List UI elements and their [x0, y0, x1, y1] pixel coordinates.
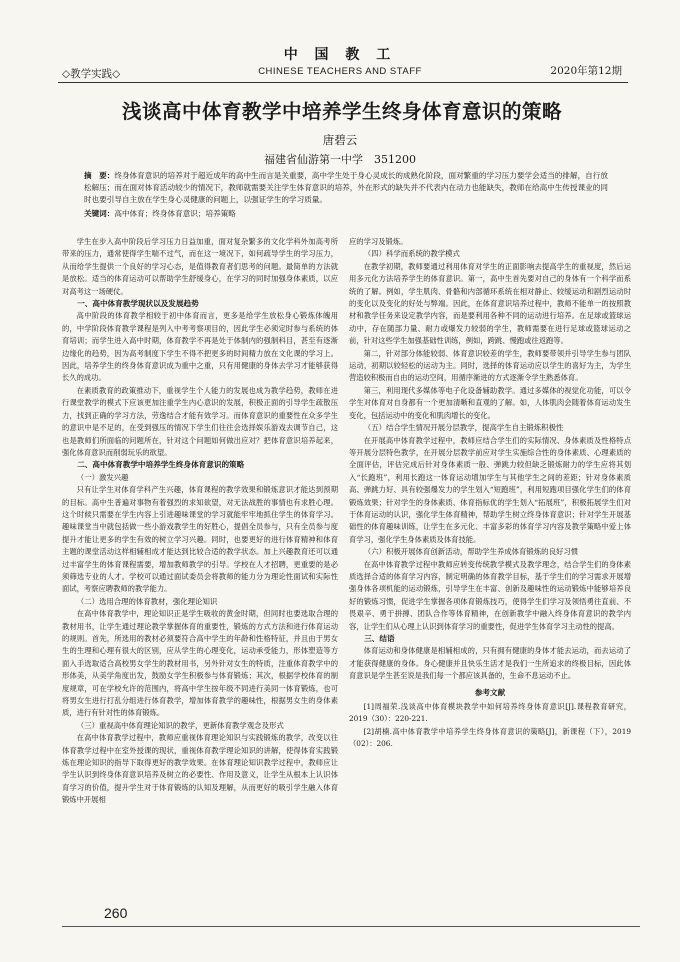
paragraph: 第二，针对部分体能较弱、体育意识较差的学生，教师要带领并引导学生参与团队运动，初期以较轻松的运动为主。同时，选择的体育运动应以学生的喜好为主，为学生营造较积极而自由的运动空间，用循序渐进的方式逐渐令学生熟悉体育。: [349, 348, 631, 383]
keywords-label: 关键词：: [84, 209, 115, 218]
abstract-text: 终身体育意识的培养对于超近成年的高中生而言是关重要，高中学生处于身心灵成长的成熟化阶段，面对繁重的学习压力要学会适当的排解，自行放松解压；而在面对体育活动较少的情况下，教师就需要关注学生体育意识的培养，外在形式的缺失并不代表内在动力也能缺失，教师在给高中生传授课业的同时也要引导自主放在学生身心灵健康的问题上，以强证学生的学习质量。: [84, 171, 608, 204]
body-column-right: [349, 236, 631, 751]
reference-item: [1]周福荣.浅谈高中体育模块教学中如何培养终身体育意识[J].课程教育研究，2019（30）：220-221.: [349, 702, 631, 724]
subsection-heading: （一）激发兴趣: [76, 472, 129, 482]
paragraph: 应的学习及锻炼。: [349, 237, 408, 246]
subsection-heading: （三）重视高中体育理论知识的教学，更新体育教学观念及形式: [76, 720, 284, 730]
section-tag: ◇教学实践◇: [62, 68, 121, 80]
issue-label: 2020年第12期: [550, 65, 622, 77]
paragraph: 在高中体育教学中，理论知识正是学生吸收的黄金时期，但同时也要选取合理的教材用书，让学生通过理论教学掌握体育的重要性，锻炼的方式方法和进行体育运动的规则。首先，所选用的教材必须要符合高中学生的年龄和性格特征，并且由于男女生的生理和心理有很大的区别，应从学生的心理变化，运动承受能力，形体塑造等方面入手选取适合高校男女学生的教材用书，另外针对女生的特质，注重体育教学中的形体美，从美学角度出发，鼓励女学生积极参与体育锻炼；其次，根据学校体育的制度规章，可在学校允许的范围内，将高中学生按年级不同进行美同一体育锻炼，也可将男女生进行打乱分组进行体育教学，增加体育教学的趣味性，根据男女生的身体素质，进行有针对性的体育锻炼。: [62, 609, 338, 718]
paragraph: 高中阶段的体育教学相较于初中体育而言，更多是给学生放松身心锻炼体魄用的，中学阶段体育教学课程是列入中考考察项目的，因此学生必须定时参与系统的体育培训；而学生进入高中时期，体育教学不再是处于体制内的强制科目，甚至有逐渐边缘化的趋势，因为高考制度下学生不得不把更多的时间精力放在文化课的学习上。因此，培养学生的终身体育意识成为重中之重，只有用健康的身体去学习才能够获得长久的成功。: [62, 311, 338, 383]
journal-title-en: CHINESE TEACHERS AND STAFF: [258, 66, 422, 77]
references-heading: 参考文献: [474, 687, 506, 697]
article-author: 唐碧云: [322, 133, 358, 147]
article-affiliation: 福建省仙游第一中学 351200: [264, 153, 416, 166]
section-heading: 三、结语: [364, 634, 395, 643]
body-column-left: [62, 236, 338, 807]
footer-rule: [62, 926, 640, 927]
paragraph: 学生在步入高中阶段后学习压力日益加重，面对复杂繁多的文化学科外加高考所带来的压力，通常使得学生喘不过气，而在这一境况下，如何疏导学生的学习压力，从而给学生提供一个良好的学习心态，是值得教育者们思考的问题。最简单的方法就是放松。适当的体育运动可以帮助学生舒缓身心，在学习的同时加强身体素质，以应对高考这一场硬仗。: [62, 237, 338, 296]
paragraph: 在高中体育教学过程中，教师应重视体育理论知识与实践锻炼的教学，改变以往体育教学过程中在室外授课的现状，重视体育教学理论知识的讲解，使得体育实践锻炼在理论知识的指导下取得更好的教学效果。在体育理论知识教学过程中，教师应让学生认识到终身体育意识培养及树立的必要性、作用及意义，让学生从根本上认识体育学习的价值，提升学生对于体育锻炼的认知及理解，从而更好的吸引学生融入体育锻炼中开展相: [62, 733, 338, 805]
journal-title-cn: 中 国 教 工: [283, 47, 397, 63]
abstract-label: 摘 要：: [84, 171, 115, 180]
paragraph: 在开展高中体育教学过程中，教师应结合学生们的实际情况、身体素质及性格特点等开展分层特色教学，在开展分层教学前应对学生实施综合性的身体素质、心理素质的全面评估，评估完成后针对身体素质一般、弹跳力较但缺乏锻炼耐力的学生应将其划入“长跑班”，利用长跑这一体育运动增加学生与其他学生之间的差距；针对身体素质高、弹跳力好、具有较强爆发力的学生划入“短跑班”，利用短跑项目强化学生们的体育锻炼效果；针对学生的身体素质、体育指标优的学生划入“拓展班”，积极拓展学生们对于体育运动的认识，强化学生体育精神，帮助学生树立终身体育意识；针对学生开展基础性的体育趣味训练，让学生在多元化、丰富多彩的体育学习内容及教学策略中爱上体育学习，强化学生身体素质及体育技能。: [349, 435, 631, 544]
paragraph: 在素质教育的政策推动下，重视学生个人能力的发展也成为教学趋势，教师在进行课堂教学的模式下应该更加注重学生内心意识的发展，积极正面的引导学生疏散压力，找到正确的学习方法，劳逸结合才能有效学习。而体育意识的重要性在众多学生的意识中是不足的，在受到强压的情况下学生们往往会选择娱乐游戏去调节自己，这也是教师们所面临的问题所在，针对这个问题如何做出应对？把体育意识培养起来，强化体育意识而削弱玩乐的欲望。: [62, 385, 338, 457]
reference-item: [2]胡楠.高中体育教学中培养学生终身体育意识的策略[J]，新课程（下），2019（02）：206.: [349, 726, 631, 749]
section-heading: 二、高中体育教学中培养学生终身体育意识的策略: [77, 460, 245, 470]
paragraph: 第三，利用现代多媒体等电子化设备辅助教学。通过多媒体的视觉化功能，可以令学生对体育对自身都有一个更加清晰和直观的了解。如，人体肌肉会随着体育运动发生变化，包括运动中的变化和肌肉增长的变化。: [349, 385, 631, 420]
subsection-heading: （四）科学而系统的教学模式: [363, 249, 460, 259]
abstract: [84, 170, 608, 206]
keywords: [84, 208, 608, 220]
paragraph: 体育运动和身体健康是相辅相成的，只有拥有健康的身体才能去运动，而去运动了才能获得健康的身体。身心健康并且快乐生活才是我们一生所追求的终极目标，因此体育意识是学生甚至说是我们每一个都应该具备的，生命不息运动不止。: [349, 646, 631, 681]
subsection-heading: （五）结合学生情况开展分层教学，提高学生自主锻炼积极性: [363, 423, 564, 433]
subsection-heading: （六）积极开展体育创新活动，帮助学生养成体育锻炼的良好习惯: [363, 547, 579, 557]
paragraph: 在教学初期，教师要通过利用体育对学生的正面影响去提高学生的重视度，然后运用多元化方法培养学生的体育意识。第一，高中生首先要对自己的身体有一个科学而系统的了解。例如，学生肌肉、骨骼和内部循环系统在相对静止、较缓运动和剧烈运动时的变化以及变化的好处与弊端。因此，在体育意识培养过程中，教师不能单一的按照教材和教学任务来设定教学内容，而是要利用各种不同的运动进行培养。在足球或篮球运动中，存在随部力量、耐力或爆发力较弱的学生，教师需要在进行足球或篮球运动之前，针对这些学生加强基础性训练，例如，跨跳、慢跑或往返跑等。: [349, 261, 631, 346]
keywords-text: 高中体育；终身体育意识；培养策略: [114, 209, 236, 218]
page-number: 260: [104, 905, 128, 921]
section-heading: 一、高中体育教学现状以及发展趋势: [77, 299, 199, 309]
header-rule: [58, 82, 628, 83]
paragraph: 只有让学生对体育学科产生兴趣，体育课程的教学效果和锻炼意识才能达到预期的目标。高中生普遍对事物有着强烈的求知欲望，对无法战胜的事情也有求胜心理。这个时候只需要在学生内容上引进趣味课堂的学习就能牢牢地抓住学生的体育学习。趣味课堂当中就包括做一些小游戏教学生的好胜心，提倡全员参与，只有全员参与度提升才能让更多的学生有效的树立学习兴趣。同时，也要更好的进行体育精神和体育主题的课堂活动这样相辅相成才能达到比较合适的教学状态。加上兴趣教育还可以通过丰富学生的体育课程需要，增加教师教学的引导。学校在人才招聘，更重要的是必须筛选专业的人才。学校可以通过面试委员会将教师的能力分为理论性面试和实际性面试，考察应聘教师的教学能力。: [62, 485, 338, 594]
paragraph: 在高中体育教学过程中教师应转变传统教学模式及教学理念，结合学生们的身体素质选择合适的体育学习内容，制定明确的体育教学目标，基于学生们的学习需求开展增强身体各项机能的运动锻炼，引导学生在丰富、创新及趣味性的运动锻炼中能够培养良好的锻炼习惯，促进学生掌握各项体育锻炼技巧，使得学生们学习及领悟勇往直前、不畏艰辛、勇于拼搏、团队合作等体育精神，在创新教学中融入终身体育意识的教学内容，让学生们从心理上认识到体育学习的重要性，促进学生体育学习主动性的提高。: [349, 559, 631, 631]
article-title: 浅谈高中体育教学中培养学生终身体育意识的策略: [121, 100, 562, 123]
subsection-heading: （二）选用合理的体育教材，强化理论知识: [76, 596, 218, 606]
